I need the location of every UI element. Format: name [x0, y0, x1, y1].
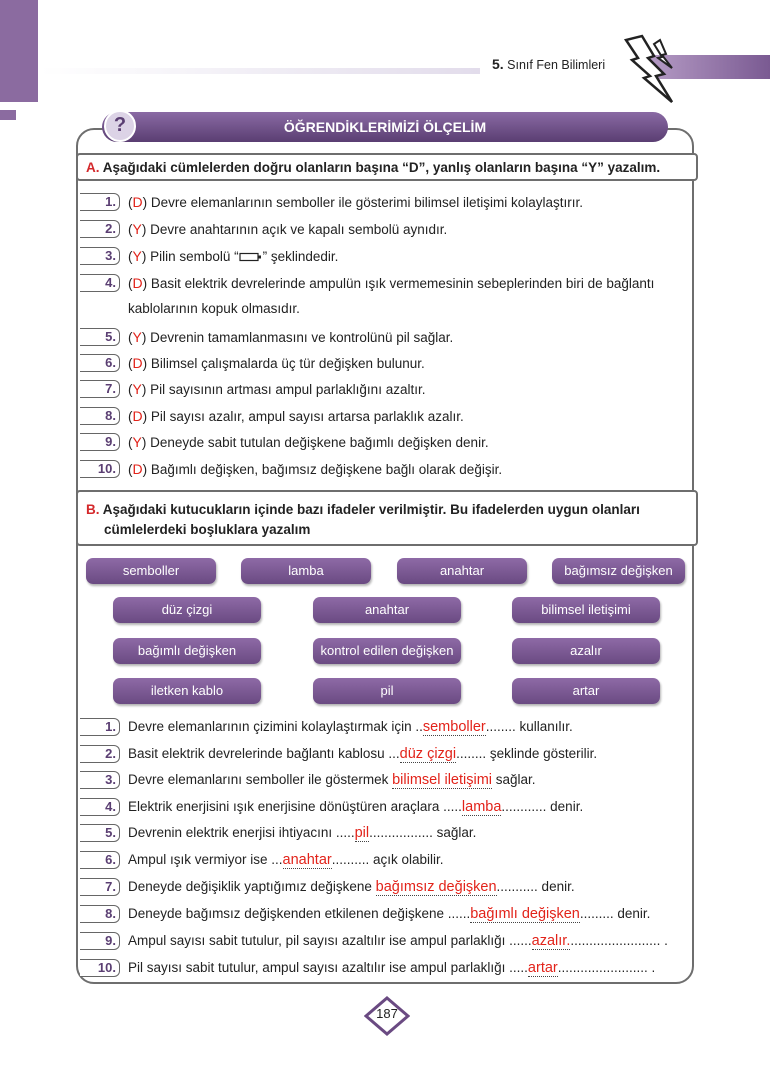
- lightning-icon: [620, 34, 680, 104]
- side-tab-marker: [0, 110, 16, 120]
- a-item-5: 5. (Y) Devrenin tamamlanmasını ve kontrolünü pil sağlar.: [80, 328, 692, 350]
- answer-text: lamba: [461, 799, 502, 815]
- item-number: 5.: [80, 824, 120, 842]
- section-b-header: [76, 490, 698, 546]
- word-pill: semboller: [86, 558, 216, 584]
- question-icon: ?: [104, 110, 136, 142]
- answer-text: düz çizgi: [399, 746, 457, 762]
- b-item-9: [80, 932, 692, 954]
- item-text: Pil sayısının artması ampul parlaklığını azaltır.: [150, 382, 426, 397]
- answer-text: bağımlı değişken: [470, 906, 580, 922]
- battery-symbol-icon: [239, 252, 263, 262]
- a-item-3: 3. (Y) Pilin sembolü “ ” şeklindedir.: [80, 247, 692, 269]
- a-item-6: 6. (D) Bilimsel çalışmalarda üç tür değişken bulunur.: [80, 354, 692, 376]
- item-text-before: Elektrik enerjisini ışık enerjisine dönüştüren araçlara .....: [128, 799, 462, 814]
- item-text: Pil sayısı azalır, ampul sayısı artarsa parlaklık azalır.: [150, 409, 464, 424]
- answer-mark: Y: [132, 329, 142, 345]
- answer-mark: Y: [132, 381, 142, 397]
- a-item-1: 1. (D) Devre elemanlarının semboller ile gösterimi bilimsel iletişimi kolaylaştırır.: [80, 193, 692, 215]
- item-number: 4.: [80, 798, 120, 816]
- page-number: 187: [376, 1006, 398, 1021]
- word-pill: lamba: [241, 558, 371, 584]
- answer-text: semboller: [422, 719, 486, 735]
- word-pill: bağımlı değişken: [113, 638, 261, 664]
- item-text-after: ............ denir.: [501, 799, 584, 814]
- item-text: Devre elemanlarının semboller ile gösterimi bilimsel iletişimi kolaylaştırır.: [150, 195, 584, 210]
- item-text-before: Devre elemanlarının çizimini kolaylaştırmak için ..: [128, 719, 423, 734]
- item-text-before: Pilin sembolü “: [150, 249, 239, 264]
- item-number: 8.: [80, 407, 120, 425]
- answer-text: pil: [354, 825, 370, 841]
- item-text-after: ........ şeklinde gösterilir.: [456, 746, 598, 761]
- item-text-after: .......... açık olabilir.: [331, 852, 444, 867]
- section-a-header: [76, 153, 698, 181]
- item-number: 7.: [80, 380, 120, 398]
- a-item-7: 7. (Y) Pil sayısının artması ampul parlaklığını azaltır.: [80, 380, 692, 402]
- answer-mark: Y: [132, 248, 142, 264]
- a-item-8: 8. (D) Pil sayısı azalır, ampul sayısı artarsa parlaklık azalır.: [80, 407, 692, 429]
- item-text-before: Pil sayısı sabit tutulur, ampul sayısı azaltılır ise ampul parlaklığı .....: [128, 960, 528, 975]
- word-pill: artar: [512, 678, 660, 704]
- word-pill: kontrol edilen değişken: [313, 638, 461, 664]
- answer-text: anahtar: [282, 852, 332, 868]
- item-number: 6.: [80, 851, 120, 869]
- item-number: 10.: [80, 460, 120, 478]
- answer-text: azalır.: [531, 933, 571, 949]
- word-pill: anahtar: [397, 558, 527, 584]
- word-pill: düz çizgi: [113, 597, 261, 623]
- item-number: 2.: [80, 220, 120, 238]
- section-b-label: B.: [86, 502, 100, 517]
- item-text: Devrenin tamamlanmasını ve kontrolünü pil sağlar.: [150, 330, 454, 345]
- a-item-2: 2. (Y) Devre anahtarının açık ve kapalı sembolü aynıdır.: [80, 220, 692, 242]
- item-text: Basit elektrik devrelerinde ampulün ışık vermemesinin sebeplerinden biri de bağlantı: [150, 276, 655, 291]
- answer-mark: Y: [132, 221, 142, 237]
- side-tab: [0, 0, 38, 102]
- subject-name: Sınıf Fen Bilimleri: [507, 58, 606, 72]
- item-number: 7.: [80, 878, 120, 896]
- b-item-8: [80, 905, 692, 927]
- b-item-5: [80, 824, 692, 846]
- item-number: 10.: [80, 959, 120, 977]
- item-text-before: Ampul sayısı sabit tutulur, pil sayısı azaltılır ise ampul parlaklığı ......: [128, 933, 532, 948]
- word-pill: bağımsız değişken: [552, 558, 685, 584]
- answer-mark: D: [132, 355, 143, 371]
- b-item-2: [80, 745, 692, 767]
- item-text: Devre anahtarının açık ve kapalı sembolü aynıdır.: [150, 222, 448, 237]
- item-text-after: sağlar.: [492, 772, 536, 787]
- item-text-after: ................. sağlar.: [369, 825, 477, 840]
- answer-mark: Y: [132, 434, 142, 450]
- item-text-after: ........... denir.: [496, 879, 575, 894]
- item-number: 3.: [80, 771, 120, 789]
- answer-text: bağımsız değişken: [375, 879, 497, 895]
- b-item-7: [80, 878, 692, 900]
- item-number: 1.: [80, 718, 120, 736]
- word-pill: bilimsel iletişimi: [512, 597, 660, 623]
- item-text-after: ........ kullanılır.: [485, 719, 573, 734]
- section-b-instruction-line1: Aşağıdaki kutucukların içinde bazı ifadeler verilmiştir. Bu ifadelerden uygun olanları: [102, 502, 640, 517]
- item-text-before: Devre elemanlarını semboller ile göstermek: [128, 772, 393, 787]
- section-a-label: A.: [86, 160, 100, 175]
- header-line: [40, 68, 480, 74]
- item-text-after: ......... denir.: [579, 906, 651, 921]
- item-text: Bağımlı değişken, bağımsız değişkene bağlı olarak değişir.: [150, 462, 503, 477]
- word-pill: iletken kablo: [113, 678, 261, 704]
- section-a-instruction: Aşağıdaki cümlelerden doğru olanların başına “D”, yanlış olanların başına “Y” yazalım.: [102, 160, 661, 175]
- item-number: 5.: [80, 328, 120, 346]
- answer-mark: D: [132, 275, 143, 291]
- b-item-4: [80, 798, 692, 820]
- item-number: 9.: [80, 433, 120, 451]
- item-number: 8.: [80, 905, 120, 923]
- item-text-before: Devrenin elektrik enerjisi ihtiyacını .....: [128, 825, 355, 840]
- answer-mark: D: [132, 194, 143, 210]
- a-item-4: 4. (D) Basit elektrik devrelerinde ampulün ışık vermemesinin sebeplerinden biri de bağlantı: [80, 274, 692, 296]
- word-pill: azalır: [512, 638, 660, 664]
- item-text: Bilimsel çalışmalarda üç tür değişken bulunur.: [150, 356, 425, 371]
- word-pill: anahtar: [313, 597, 461, 623]
- item-text: Deneyde sabit tutulan değişkene bağımlı değişken denir.: [150, 435, 489, 450]
- word-pill: pil: [313, 678, 461, 704]
- answer-text: bilimsel iletişimi: [392, 772, 493, 788]
- item-text-after: ........................ .: [557, 960, 656, 975]
- answer-text: artar: [527, 960, 558, 976]
- item-number: 6.: [80, 354, 120, 372]
- b-item-10: [80, 959, 692, 981]
- item-text-after: ........................ .: [570, 933, 668, 948]
- b-item-3: [80, 771, 692, 793]
- item-number: 3.: [80, 247, 120, 265]
- answer-mark: D: [132, 408, 143, 424]
- a-item-9: 9. (Y) Deneyde sabit tutulan değişkene bağımlı değişken denir.: [80, 433, 692, 455]
- header-subject: [492, 56, 605, 72]
- item-number: 4.: [80, 274, 120, 292]
- item-text-before: Deneyde bağımsız değişkenden etkilenen değişkene ......: [128, 906, 471, 921]
- item-text-before: Deneyde değişiklik yaptığımız değişkene: [128, 879, 376, 894]
- b-item-6: [80, 851, 692, 873]
- b-item-1: [80, 718, 692, 740]
- item-text-after: ” şeklindedir.: [262, 249, 339, 264]
- item-number: 9.: [80, 932, 120, 950]
- item-text-before: Ampul ışık vermiyor ise ...: [128, 852, 283, 867]
- section-b-instruction-line2: cümlelerdeki boşluklara yazalım: [104, 522, 311, 537]
- a-item-10: 10. (D) Bağımlı değişken, bağımsız değişkene bağlı olarak değişir.: [80, 460, 692, 482]
- item-number: 2.: [80, 745, 120, 763]
- answer-mark: D: [132, 461, 143, 477]
- page-title: ÖĞRENDİKLERİMİZİ ÖLÇELİM: [102, 112, 668, 142]
- a-item-4-continuation: kablolarının kopuk olmasıdır.: [128, 301, 300, 316]
- grade-number: 5.: [492, 56, 504, 72]
- item-text-before: Basit elektrik devrelerinde bağlantı kablosu ...: [128, 746, 400, 761]
- item-number: 1.: [80, 193, 120, 211]
